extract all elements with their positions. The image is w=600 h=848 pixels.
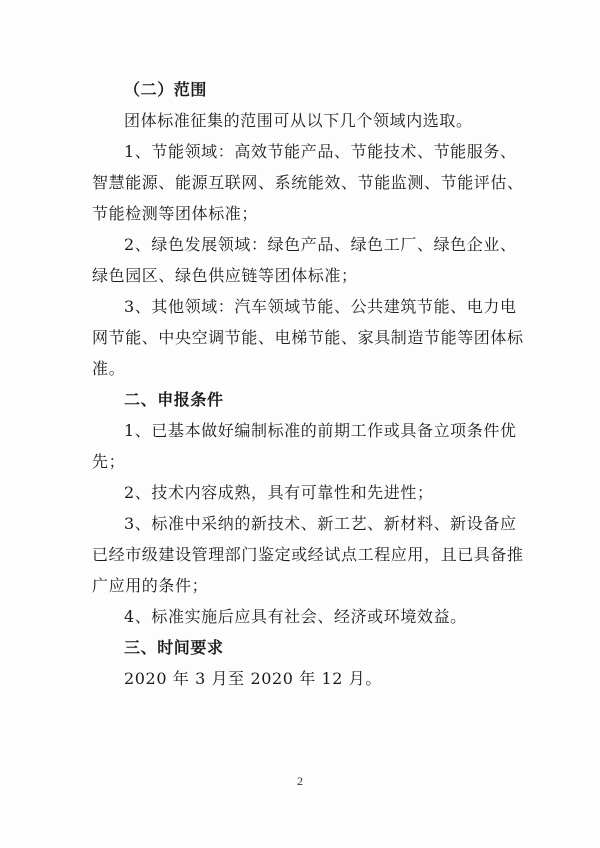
scope-item-1-line-1: 1、节能领域：高效节能产品、节能技术、节能服务、 <box>124 142 517 161</box>
scope-heading: （二）范围 <box>124 80 208 99</box>
scope-intro: 团体标准征集的范围可从以下几个领域内选取。 <box>124 111 473 130</box>
conditions-item-3-line-1: 3、标准中采纳的新技术、新工艺、新材料、新设备应 <box>124 514 517 533</box>
conditions-item-1-line-1: 1、已基本做好编制标准的前期工作或具备立项条件优 <box>124 421 517 440</box>
scope-item-3-line-2: 网节能、中央空调节能、电梯节能、家具制造节能等团体标 <box>92 328 524 347</box>
document-body <box>92 74 524 694</box>
scope-item-3-line-3: 准。 <box>92 359 126 378</box>
conditions-item-3-line-3: 广应用的条件； <box>92 576 209 595</box>
scope-item-2-line-1: 2、绿色发展领域：绿色产品、绿色工厂、绿色企业、 <box>124 235 517 254</box>
page-number: 2 <box>297 774 303 788</box>
scope-item-1-line-3: 节能检测等团体标准； <box>92 204 259 223</box>
conditions-heading: 二、申报条件 <box>124 390 224 409</box>
time-heading: 三、时间要求 <box>124 638 224 657</box>
scope-item-3-line-1: 3、其他领域：汽车领域节能、公共建筑节能、电力电 <box>124 297 517 316</box>
scope-item-2-line-2: 绿色园区、绿色供应链等团体标准； <box>92 266 358 285</box>
conditions-item-4: 4、标准实施后应具有社会、经济或环境效益。 <box>124 607 467 626</box>
time-period: 2020 年 3 月至 2020 年 12 月。 <box>124 669 382 688</box>
conditions-item-1-line-2: 先； <box>92 452 126 471</box>
conditions-item-2: 2、技术内容成熟，具有可靠性和先进性； <box>124 483 434 502</box>
scope-item-1-line-2: 智慧能源、能源互联网、系统能效、节能监测、节能评估、 <box>92 173 524 192</box>
conditions-item-3-line-2: 已经市级建设管理部门鉴定或经试点工程应用，且已具备推 <box>92 545 524 564</box>
